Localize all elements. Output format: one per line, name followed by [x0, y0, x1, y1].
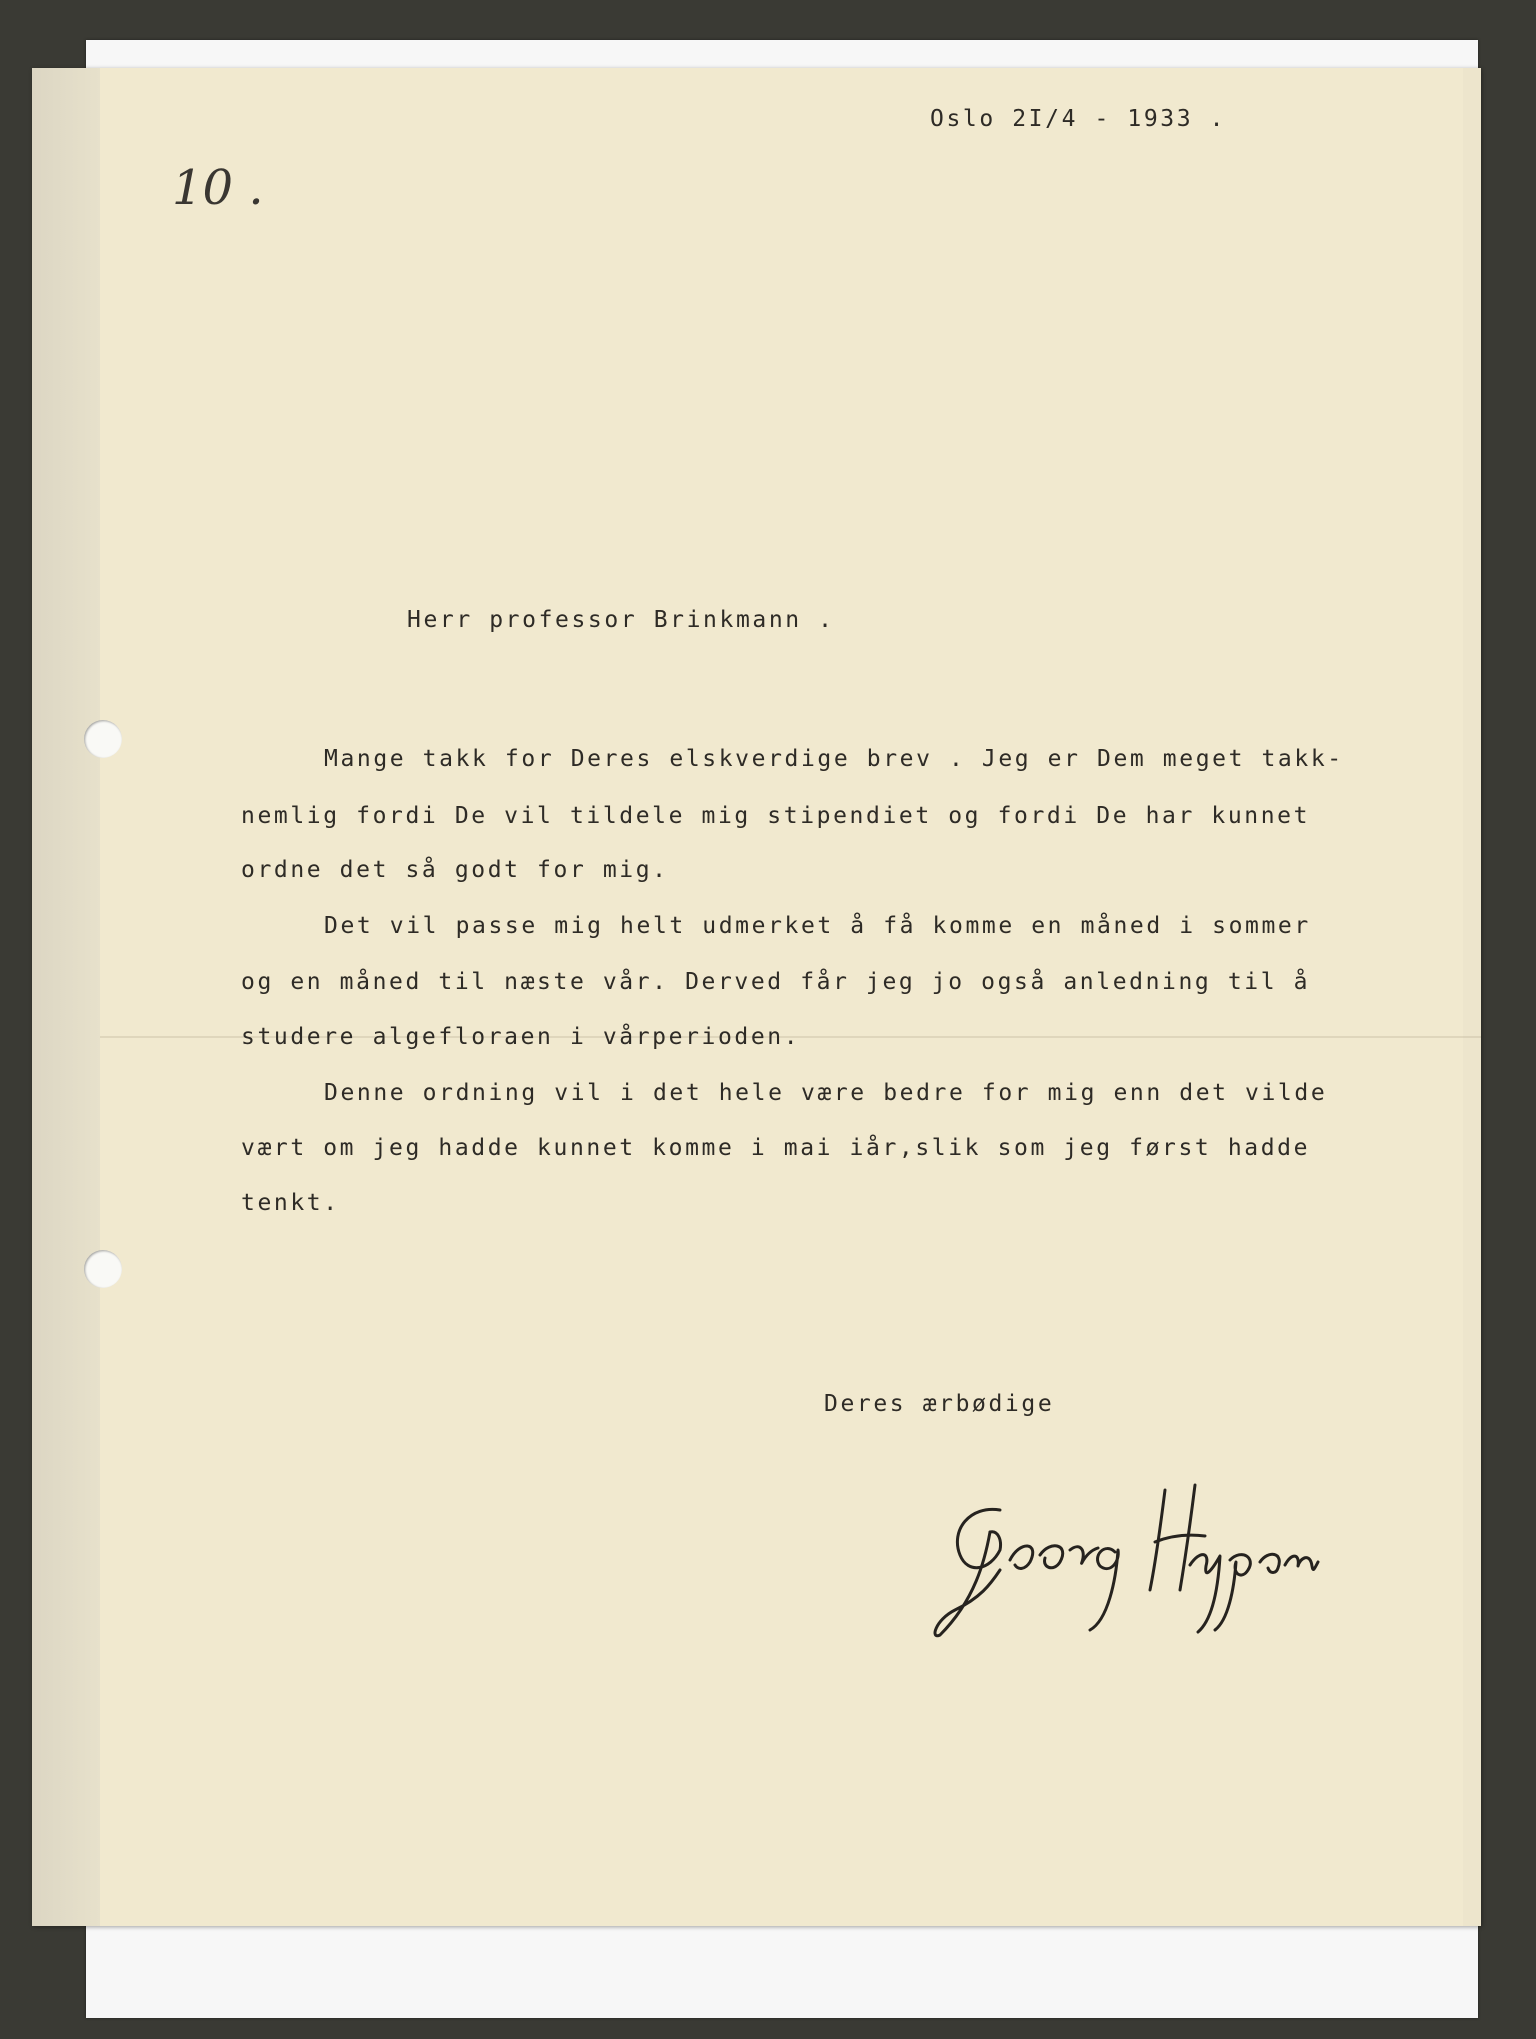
- punch-hole-bottom: [84, 1250, 122, 1288]
- body-line: studere algefloraen i vårperioden.: [241, 1024, 801, 1050]
- body-line: tenkt.: [241, 1190, 340, 1216]
- letter-sheet: [32, 68, 1481, 1926]
- body-line: ordne det så godt for mig.: [241, 857, 669, 883]
- body-line: Denne ordning vil i det hele være bedre for mig enn det vilde: [324, 1080, 1328, 1106]
- dateline: Oslo 2I/4 - 1933 .: [930, 106, 1227, 132]
- body-line: vært om jeg hadde kunnet komme i mai iår,slik som jeg først hadde: [241, 1135, 1311, 1161]
- punch-hole-top: [84, 720, 122, 758]
- closing: Deres ærbødige: [824, 1391, 1055, 1417]
- handwritten-signature: [930, 1470, 1320, 1640]
- paper-right-edge: [1463, 68, 1481, 1926]
- body-line: Det vil passe mig helt udmerket å få komme en måned i sommer: [324, 913, 1311, 939]
- margin-mark: 10 .: [172, 160, 264, 216]
- salutation: Herr professor Brinkmann .: [407, 607, 835, 633]
- paper-edge-shade: [32, 68, 100, 1926]
- body-line: nemlig fordi De vil tildele mig stipendiet og fordi De har kunnet: [241, 803, 1311, 829]
- body-line: og en måned til næste vår. Derved får jeg jo også anledning til å: [241, 969, 1311, 995]
- body-line: Mange takk for Deres elskverdige brev . Jeg er Dem meget takk-: [324, 746, 1344, 772]
